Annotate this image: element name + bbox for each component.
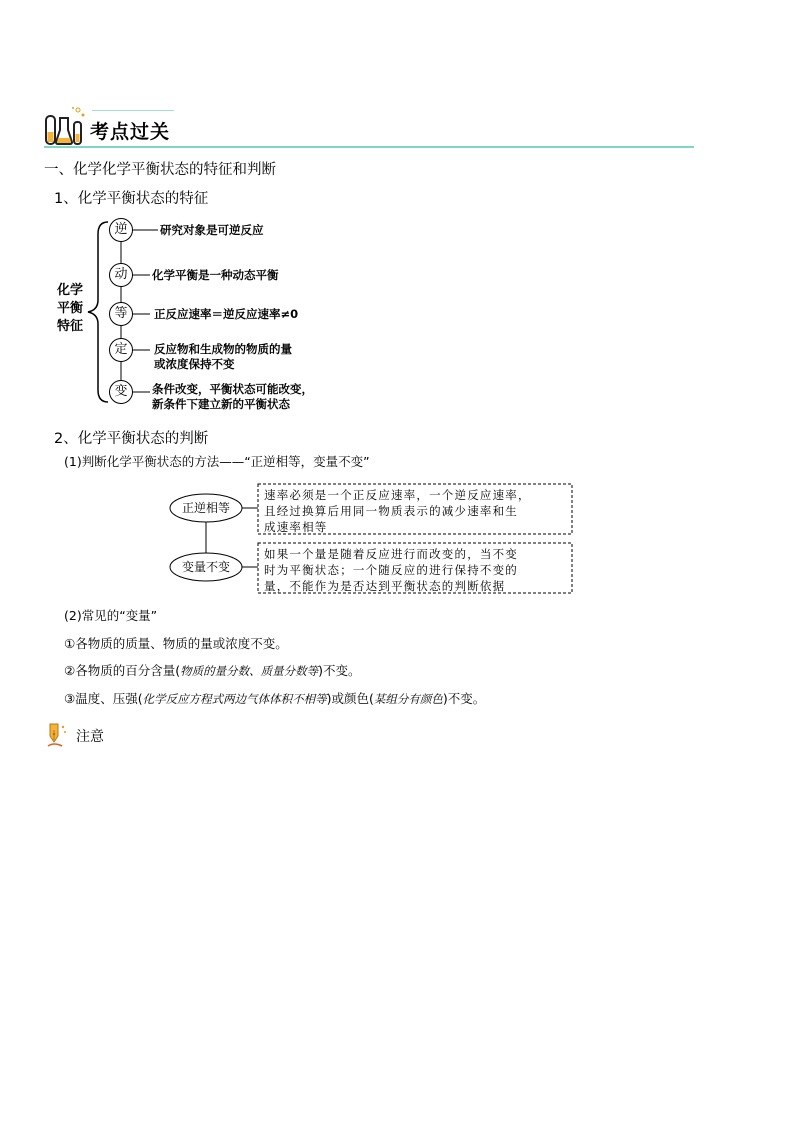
variable-item-2: ②各物质的百分含量(物质的量分数、质量分数等)不变。 [64, 663, 361, 678]
page-title: 考点过关 [90, 121, 171, 143]
feature-text-deng: 正反应速率＝逆反应速率≠0 [154, 307, 299, 321]
header-rule [44, 146, 694, 148]
variable-item-3: ③温度、压强(化学反应方程式两边气体体积不相等)或颜色(某组分有颜色)不变。 [64, 691, 486, 706]
circle-label-ni: 逆 [114, 222, 128, 237]
feature-side-label: 化学 平衡 特征 [56, 283, 83, 334]
pen-nib-icon [44, 722, 70, 748]
circle-label-dong: 动 [114, 267, 128, 282]
section-title: 一、化学化学平衡状态的特征和判断 [44, 162, 276, 178]
circle-label-ding: 定 [114, 342, 128, 357]
header-icon-group [42, 104, 90, 148]
feature-text-dong: 化学平衡是一种动态平衡 [152, 268, 279, 282]
oval-label-bianliang: 变量不变 [181, 560, 230, 574]
feature-text-bian: 条件改变，平衡状态可能改变， 新条件下建立新的平衡状态 [152, 382, 313, 411]
circle-label-bian: 变 [114, 384, 128, 399]
variables-title: (2)常见的“变量” [64, 608, 158, 623]
subsection-title-judgment: 2、化学平衡状态的判断 [54, 431, 209, 447]
circle-label-deng: 等 [114, 306, 128, 321]
variable-item-1: ①各物质的质量、物质的量或浓度不变。 [64, 636, 288, 651]
note-icon-wrap [44, 722, 70, 748]
dashed-box-1-text: 速率必须是一个正反应速率，一个逆反应速率， 且经过换算后用同一物质表示的减少速率和生 成速率相等 [264, 488, 531, 534]
subsection-title-features: 1、化学平衡状态的特征 [54, 191, 209, 207]
oval-label-zhengni: 正逆相等 [181, 501, 230, 515]
dashed-box-2-text: 如果一个量是随着反应进行而改变的，当不变 时为平衡状态；一个随反应的进行保持不变的 量，不能作为是否达到平衡状态的判断依据 [264, 547, 518, 593]
lab-flask-icon [42, 104, 90, 148]
note-label: 注意 [76, 729, 104, 745]
header-top-rule [92, 110, 174, 111]
method-title: (1)判断化学平衡状态的方法——“正逆相等，变量不变” [64, 454, 370, 469]
feature-text-ni: 研究对象是可逆反应 [160, 223, 264, 237]
feature-text-ding: 反应物和生成物的物质的量 或浓度保持不变 [154, 342, 292, 371]
brace-shape [88, 222, 108, 402]
